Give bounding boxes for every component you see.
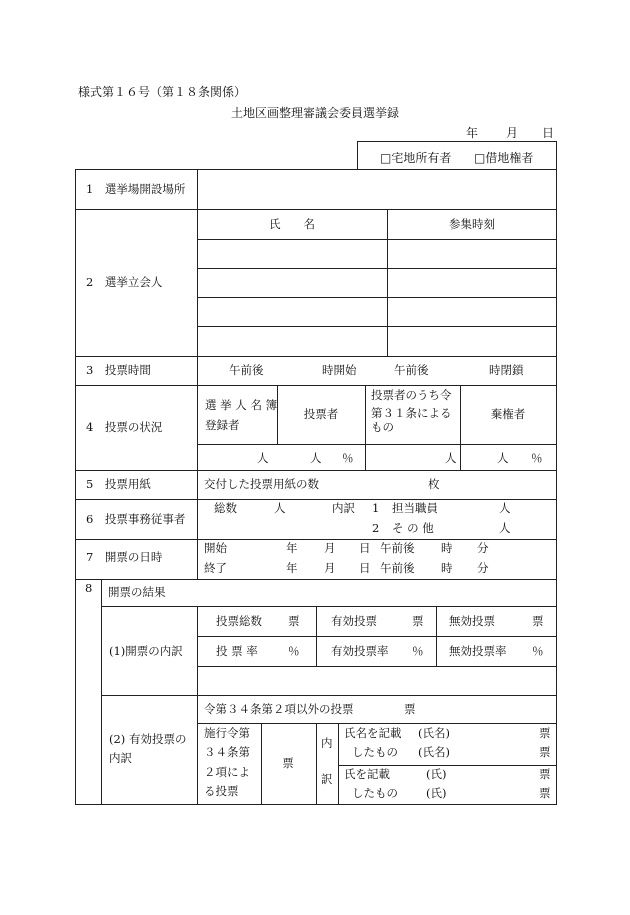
section8-number: 8 xyxy=(85,581,93,595)
form-number: 様式第１６号（第１８条関係） xyxy=(78,85,247,99)
ballots-unit: 枚 xyxy=(428,477,440,491)
breakdown-2: 訳 xyxy=(321,772,333,786)
category-lessee: □借地権者 xyxy=(474,151,534,165)
turnout: 投 票 率 xyxy=(216,644,258,658)
staff-item1: 担当職員 xyxy=(392,501,438,515)
section3-label: 3 投票時間 xyxy=(86,363,151,377)
surname-tag-1: (氏) xyxy=(426,767,447,781)
valid-votes: 有効投票 xyxy=(331,614,377,628)
surname-written-2: したもの xyxy=(352,786,398,800)
fullname-tag-1: (氏名) xyxy=(418,726,450,740)
category-land-owner: □宅地所有者 xyxy=(380,151,452,165)
total-votes: 投票総数 xyxy=(216,614,262,628)
surname-written-1: 氏を記載 xyxy=(344,767,390,781)
header-registered-2: 登録者 xyxy=(205,418,240,432)
turnout-unit: ％ xyxy=(288,644,300,658)
art34-unit: 票 xyxy=(282,756,294,770)
section1-label: 1 選挙場開設場所 xyxy=(86,182,186,196)
art34-line-2: ３４条第 xyxy=(204,745,250,759)
header-art31-1: 投票者のうち令 xyxy=(371,388,452,402)
date-line xyxy=(462,124,557,140)
category-box xyxy=(357,141,557,170)
other-votes-unit: 票 xyxy=(404,702,416,716)
staff-item2-unit: 人 xyxy=(499,521,511,535)
staff-total-unit: 人 xyxy=(274,501,286,515)
surname-unit-1: 票 xyxy=(539,767,551,781)
document-title: 土地区画整理審議会委員選挙録 xyxy=(230,106,399,120)
voting-start-ampm: 午前後 xyxy=(229,363,264,377)
staff-item1-no: 1 xyxy=(372,501,380,515)
art34-line-1: 施行令第 xyxy=(204,726,250,740)
count-start: 開始 xyxy=(204,541,227,555)
count-end-minute: 分 xyxy=(477,561,489,575)
section2-label: 2 選挙立会人 xyxy=(86,275,163,289)
date-month: 月 xyxy=(506,126,519,140)
staff-total: 総数 xyxy=(214,501,237,515)
voting-end: 時閉鎖 xyxy=(489,363,524,377)
art34-line-3: ２項によ xyxy=(204,765,250,779)
header-abstainers: 棄権者 xyxy=(490,407,526,421)
section8-label: 開票の結果 xyxy=(108,585,166,599)
header-voters: 投票者 xyxy=(303,407,339,421)
count-start-ampm: 午前後 xyxy=(380,541,415,555)
count-end: 終了 xyxy=(204,561,227,575)
unit-art31: 人 xyxy=(445,451,457,465)
count-end-hour: 時 xyxy=(441,561,453,575)
section4-label: 4 投票の状況 xyxy=(86,420,163,434)
invalid-votes-unit: 票 xyxy=(532,614,544,628)
surname-tag-2: (氏) xyxy=(426,786,447,800)
date-day: 日 xyxy=(542,126,555,140)
fullname-written-2: したもの xyxy=(352,745,398,759)
sub1-label: (1)開票の内訳 xyxy=(109,644,183,658)
date-year: 年 xyxy=(466,126,479,140)
art34-line-4: る投票 xyxy=(204,784,239,798)
unit-abstainers: 人 xyxy=(497,451,509,465)
count-end-year: 年 xyxy=(286,561,298,575)
fullname-written-1: 氏名を記載 xyxy=(344,726,402,740)
header-arrival-time: 参集時刻 xyxy=(449,217,495,231)
invalid-votes: 無効投票 xyxy=(449,614,495,628)
unit-voters: 人 xyxy=(310,451,322,465)
section5-label: 5 投票用紙 xyxy=(86,477,151,491)
staff-item2: そ の 他 xyxy=(392,521,434,535)
count-start-year: 年 xyxy=(286,541,298,555)
section6-label: 6 投票事務従事者 xyxy=(86,512,186,526)
count-end-ampm: 午前後 xyxy=(380,561,415,575)
other-votes: 令第３４条第２項以外の投票 xyxy=(204,702,354,716)
unit-abstainers-percent: ％ xyxy=(531,451,543,465)
header-name: 氏 名 xyxy=(269,217,315,231)
sub2-label-2: 内訳 xyxy=(109,751,132,765)
ballots-issued: 交付した投票用紙の数 xyxy=(204,477,319,491)
header-art31-2: 第３１条によるもの xyxy=(371,406,452,434)
voting-start: 時開始 xyxy=(322,363,357,377)
count-start-hour: 時 xyxy=(441,541,453,555)
breakdown-1: 内 xyxy=(321,736,333,750)
count-end-month: 月 xyxy=(324,561,336,575)
valid-votes-unit: 票 xyxy=(412,614,424,628)
fullname-unit-1: 票 xyxy=(539,726,551,740)
voting-end-ampm: 午前後 xyxy=(394,363,429,377)
fullname-unit-2: 票 xyxy=(539,745,551,759)
count-start-minute: 分 xyxy=(477,541,489,555)
staff-item1-unit: 人 xyxy=(499,501,511,515)
header-registered-1: 選 挙 人 名 簿 xyxy=(205,398,278,412)
count-start-month: 月 xyxy=(324,541,336,555)
fullname-tag-2: (氏名) xyxy=(418,745,450,759)
invalid-rate: 無効投票率 xyxy=(449,644,507,658)
count-end-day: 日 xyxy=(359,561,371,575)
invalid-rate-unit: ％ xyxy=(532,644,544,658)
total-votes-unit: 票 xyxy=(288,614,300,628)
staff-breakdown: 内訳 xyxy=(332,501,355,515)
valid-rate-unit: ％ xyxy=(412,644,424,658)
unit-registered: 人 xyxy=(257,451,269,465)
staff-item2-no: 2 xyxy=(372,521,380,535)
count-start-day: 日 xyxy=(359,541,371,555)
form-table xyxy=(75,169,557,805)
section7-label: 7 開票の日時 xyxy=(86,550,163,564)
sub2-label-1: (2) 有効投票の xyxy=(109,732,187,746)
unit-voters-percent: ％ xyxy=(342,451,354,465)
valid-rate: 有効投票率 xyxy=(331,644,389,658)
surname-unit-2: 票 xyxy=(539,786,551,800)
